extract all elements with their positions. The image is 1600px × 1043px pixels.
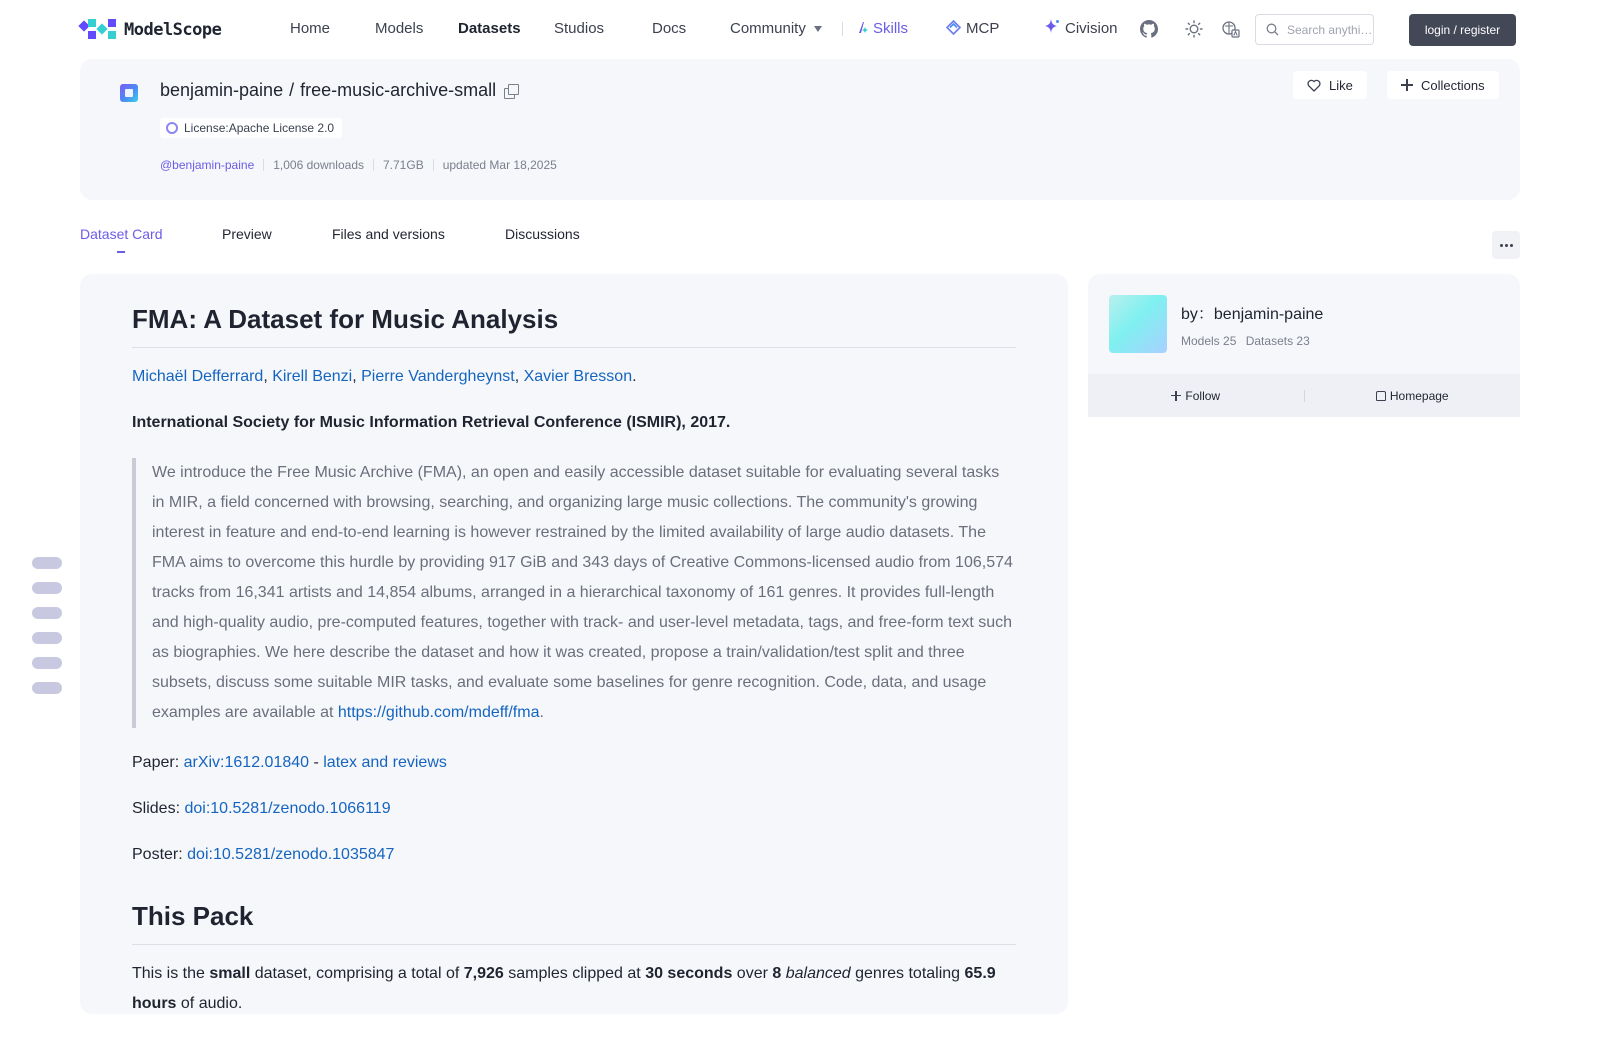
updated-date: updated Mar 18,2025 <box>442 158 557 172</box>
search-icon <box>1266 23 1279 36</box>
copy-icon[interactable] <box>504 84 518 98</box>
author-link[interactable]: Kirell Benzi <box>272 368 353 385</box>
tab-preview[interactable]: Preview <box>222 226 272 242</box>
author-dataset-count: Datasets 23 <box>1245 334 1310 348</box>
top-navigation <box>0 0 1600 58</box>
author-link[interactable]: Michaël Defferrard <box>132 368 264 385</box>
nav-home[interactable]: Home <box>290 20 331 37</box>
author-stats <box>1181 334 1310 348</box>
nav-datasets[interactable]: Datasets <box>458 20 521 37</box>
author-card-actions <box>1088 374 1520 417</box>
poster-doi-link[interactable]: doi:10.5281/zenodo.1035847 <box>187 846 395 863</box>
slides-doi-link[interactable]: doi:10.5281/zenodo.1066119 <box>184 800 391 817</box>
meta-divider <box>263 159 264 171</box>
poster-line: Poster: doi:10.5281/zenodo.1035847 <box>132 846 395 863</box>
toc-item[interactable] <box>32 607 62 619</box>
abstract-quote <box>132 458 1016 728</box>
collections-button[interactable] <box>1387 71 1499 99</box>
section-title-this-pack: This Pack <box>132 898 1016 945</box>
dataset-icon <box>120 84 138 102</box>
toc-item[interactable] <box>32 557 62 569</box>
homepage-button[interactable] <box>1305 389 1521 403</box>
github-link[interactable]: https://github.com/mdeff/fma <box>337 704 540 721</box>
heart-icon <box>1307 79 1321 92</box>
license-badge[interactable] <box>160 118 342 138</box>
modelscope-logo[interactable] <box>80 18 221 42</box>
markdown-body <box>132 301 1016 1043</box>
toc-item[interactable] <box>32 657 62 669</box>
nav-civision[interactable] <box>1044 19 1118 39</box>
nav-docs[interactable]: Docs <box>652 20 687 37</box>
nav-mcp-label: MCP <box>966 20 1000 37</box>
nav-skills-label: Skills <box>873 20 909 37</box>
latex-reviews-link[interactable]: latex and reviews <box>323 754 447 771</box>
title-separator: / <box>289 80 295 100</box>
nav-divider <box>842 22 843 36</box>
dataset-owner[interactable]: benjamin-paine <box>160 80 284 100</box>
sparkle-icon <box>1044 19 1060 35</box>
table-of-contents <box>32 557 62 707</box>
home-icon <box>1376 391 1386 401</box>
author-name: by：benjamin-paine <box>1181 306 1324 323</box>
tab-files-and-versions[interactable]: Files and versions <box>332 226 445 242</box>
logo-text: ModelScope <box>124 20 222 40</box>
mcp-icon <box>946 20 961 35</box>
dataset-card-content <box>80 274 1068 1014</box>
nav-community[interactable] <box>730 19 822 39</box>
dataset-title <box>160 80 518 101</box>
card-title: FMA: A Dataset for Music Analysis <box>132 301 1016 348</box>
collections-label: Collections <box>1421 77 1485 93</box>
tab-dataset-card[interactable]: Dataset Card <box>80 226 163 242</box>
author-card <box>1088 274 1520 417</box>
paper-line: Paper: arXiv:1612.01840 - latex and reviews <box>132 754 447 771</box>
nav-civision-label: Civision <box>1065 20 1118 37</box>
dataset-meta <box>160 158 557 172</box>
nav-community-label: Community <box>730 20 806 37</box>
homepage-label: Homepage <box>1389 388 1449 403</box>
dataset-name: free-music-archive-small <box>300 80 497 100</box>
login-register-button[interactable]: login / register <box>1409 14 1516 46</box>
author-avatar[interactable] <box>1109 295 1167 353</box>
plus-icon <box>1401 79 1413 91</box>
nav-studios[interactable]: Studios <box>554 20 605 37</box>
logo-mark-icon <box>80 19 118 41</box>
follow-label: Follow <box>1185 388 1221 403</box>
like-button[interactable] <box>1293 71 1367 99</box>
toc-item[interactable] <box>32 632 62 644</box>
license-icon <box>166 122 178 134</box>
more-options-button[interactable] <box>1492 231 1520 259</box>
language-icon[interactable] <box>1222 20 1240 38</box>
author-link[interactable]: @benjamin-paine <box>160 158 255 172</box>
search-box[interactable] <box>1255 14 1374 45</box>
arxiv-link[interactable]: arXiv:1612.01840 <box>183 754 310 771</box>
meta-divider <box>373 159 374 171</box>
nav-mcp[interactable] <box>946 19 999 39</box>
toc-item[interactable] <box>32 682 62 694</box>
author-model-count: Models 25 <box>1181 334 1237 348</box>
dataset-size: 7.71GB <box>383 158 424 172</box>
github-icon[interactable] <box>1140 20 1158 38</box>
download-count: 1,006 downloads <box>273 158 364 172</box>
active-tab-indicator <box>117 251 125 253</box>
skills-icon <box>856 21 869 34</box>
tab-discussions[interactable]: Discussions <box>505 226 580 242</box>
abstract-text: We introduce the Free Music Archive (FMA), an open and easily accessible dataset suitable for evaluating several tasks in MIR, a field concerned with browsing, searching, and organizing large music collections. The community's growing interest in feature and end-to-end learning is however restrained by the limited availability of large audio datasets. The FMA aims to overcome this hurdle by providing 917 GiB and 343 days of Creative Commons-licensed audio from 106,574 tracks from 16,341 artists and 14,854 albums, arranged in a hierarchical taxonomy of 161 genres. It provides full-length and high-quality audio, pre-computed features, together with track- and user-level metadata, tags, and free-form text such as biographies. We here describe the dataset and how it was created, propose a train/validation/test split and three subsets, discuss some suitable MIR tasks, and evaluate some baselines for genre recognition. Code, data, and usage examples are available at https://github.com/mdeff/fma. <box>152 464 1013 721</box>
nav-models[interactable]: Models <box>375 20 424 37</box>
plus-icon <box>1171 391 1181 401</box>
pack-description: This is the small dataset, comprising a total of 7,926 samples clipped at 30 seconds over 8 balanced genres totaling 65.9 hours of audio. <box>132 965 996 1012</box>
toc-item[interactable] <box>32 582 62 594</box>
authors-line: Michaël Defferrard, Kirell Benzi, Pierre Vandergheynst, Xavier Bresson. <box>132 368 637 385</box>
author-link[interactable]: Pierre Vandergheynst <box>361 368 515 385</box>
author-link[interactable]: Xavier Bresson <box>523 368 633 385</box>
license-text: License:Apache License 2.0 <box>184 121 335 135</box>
like-label: Like <box>1329 77 1353 93</box>
chevron-down-icon <box>814 26 822 32</box>
meta-divider <box>433 159 434 171</box>
author-name-link[interactable]: benjamin-paine <box>1213 306 1324 323</box>
slides-line: Slides: doi:10.5281/zenodo.1066119 <box>132 800 391 817</box>
nav-skills[interactable] <box>856 19 908 39</box>
more-dots-icon <box>1500 244 1503 247</box>
theme-toggle-icon[interactable] <box>1185 20 1203 38</box>
search-input[interactable] <box>1287 23 1373 37</box>
dataset-header <box>80 59 1520 200</box>
venue: International Society for Music Information Retrieval Conference (ISMIR), 2017. <box>132 414 731 431</box>
follow-button[interactable] <box>1088 389 1304 403</box>
